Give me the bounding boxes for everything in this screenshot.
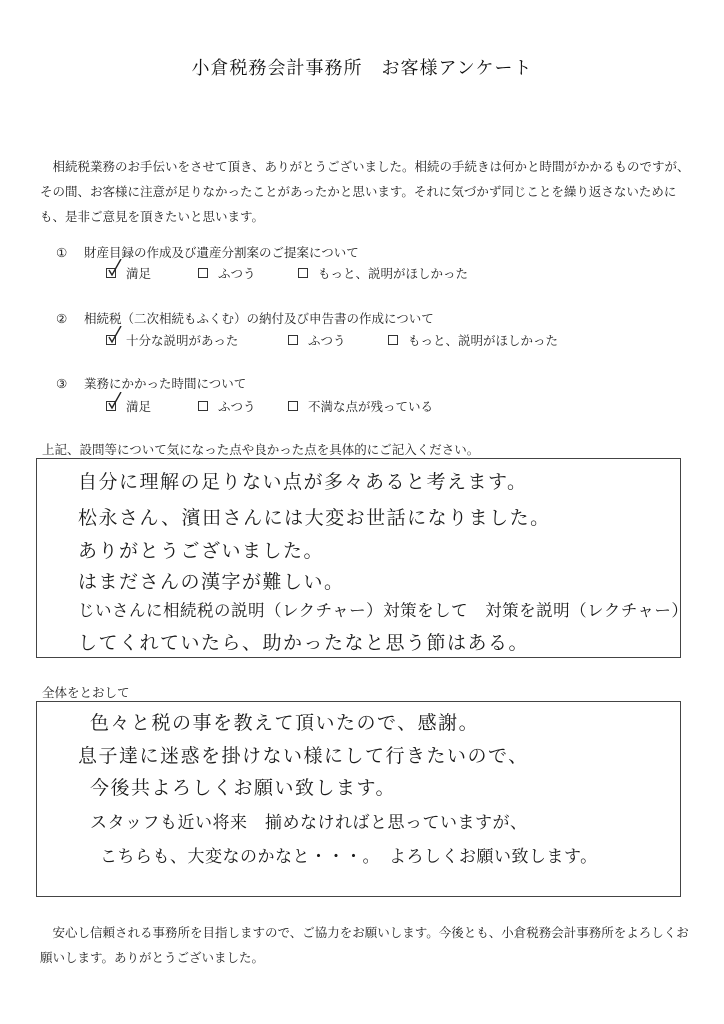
handwritten-comment-line: じいさんに相続税の説明（レクチャー）対策をして 対策を説明（レクチャー） [78, 601, 689, 620]
question-3-number: ③ [56, 376, 68, 391]
overall-label: 全体をとおして [42, 685, 130, 700]
handwritten-comment-line: はまださんの漢字が難しい。 [78, 571, 345, 593]
question-1-option-more-explanation[interactable]: もっと、説明がほしかった [298, 264, 468, 282]
handwritten-overall-line: スタッフも近い将来 揃めなければと思っていますが、 [90, 813, 528, 833]
check-mark-icon [108, 259, 122, 277]
question-2-number: ② [56, 311, 68, 326]
handwritten-comment-line: してくれていたら、助かったなと思う節はある。 [78, 632, 530, 654]
handwritten-comment-line: 自分に理解の足りない点が多々あると考えます。 [78, 471, 528, 493]
check-mark-icon [108, 392, 122, 410]
checkbox[interactable] [388, 335, 398, 345]
question-2-text: 相続税（二次相続もふくむ）の納付及び申告書の作成について [84, 311, 434, 326]
question-3-text: 業務にかかった時間について [84, 376, 247, 391]
checkbox[interactable] [198, 401, 208, 411]
checkbox[interactable] [288, 335, 298, 345]
intro-paragraph: 相続税業務のお手伝いをさせて頂き、ありがとうございました。相続の手続きは何かと時間がかかるものですが、その間、お客様に注意が足りなかったことがあったかと思います。それに気づかず同じことを繰り返さないためにも、是非ご意見を頂きたいと思います。 [40, 159, 690, 224]
closing-paragraph: 安心し信頼される事務所を目指しますので、ご協力をお願いします。今後とも、小倉税務会計事務所をよろしくお願いします。ありがとうございました。 [40, 925, 689, 965]
checkbox-checked[interactable] [106, 335, 116, 345]
question-2-option-sufficient[interactable]: 十分な説明があった [106, 331, 238, 349]
question-1 [56, 243, 359, 261]
question-3-option-normal[interactable]: ふつう [198, 397, 256, 415]
handwritten-overall-line: 息子達に迷惑を掛けない様にして行きたいので、 [78, 745, 529, 767]
handwritten-comment-line: ありがとうございました。 [78, 540, 325, 562]
checkbox[interactable] [288, 401, 298, 411]
question-3-option-satisfied[interactable]: 満足 [106, 397, 151, 415]
question-3-option-dissatisfied[interactable]: 不満な点が残っている [288, 397, 433, 415]
question-2-option-normal[interactable]: ふつう [288, 331, 346, 349]
handwritten-overall-line: こちらも、大変なのかなと・・・。 よろしくお願い致します。 [100, 847, 598, 867]
question-2-option-more-explanation[interactable]: もっと、説明がほしかった [388, 331, 558, 349]
question-1-text: 財産目録の作成及び遺産分割案のご提案について [84, 245, 359, 260]
handwritten-overall-line: 色々と税の事を教えて頂いたので、感謝。 [90, 712, 480, 734]
checkbox-checked[interactable] [106, 268, 116, 278]
question-1-option-normal[interactable]: ふつう [198, 264, 256, 282]
page-title: 小倉税務会計事務所 お客様アンケート [191, 58, 533, 79]
checkbox[interactable] [198, 268, 208, 278]
checkbox-checked[interactable] [106, 401, 116, 411]
check-mark-icon [108, 326, 122, 344]
handwritten-overall-line: 今後共よろしくお願い致します。 [90, 777, 396, 799]
checkbox[interactable] [298, 268, 308, 278]
comments-label: 上記、設問等について気になった点や良かった点を具体的にご記入ください。 [42, 442, 480, 457]
question-2 [56, 309, 434, 327]
question-3 [56, 374, 246, 392]
handwritten-comment-line: 松永さん、濱田さんには大変お世話になりました。 [78, 507, 551, 529]
question-1-option-satisfied[interactable]: 満足 [106, 264, 151, 282]
question-1-number: ① [56, 245, 68, 260]
